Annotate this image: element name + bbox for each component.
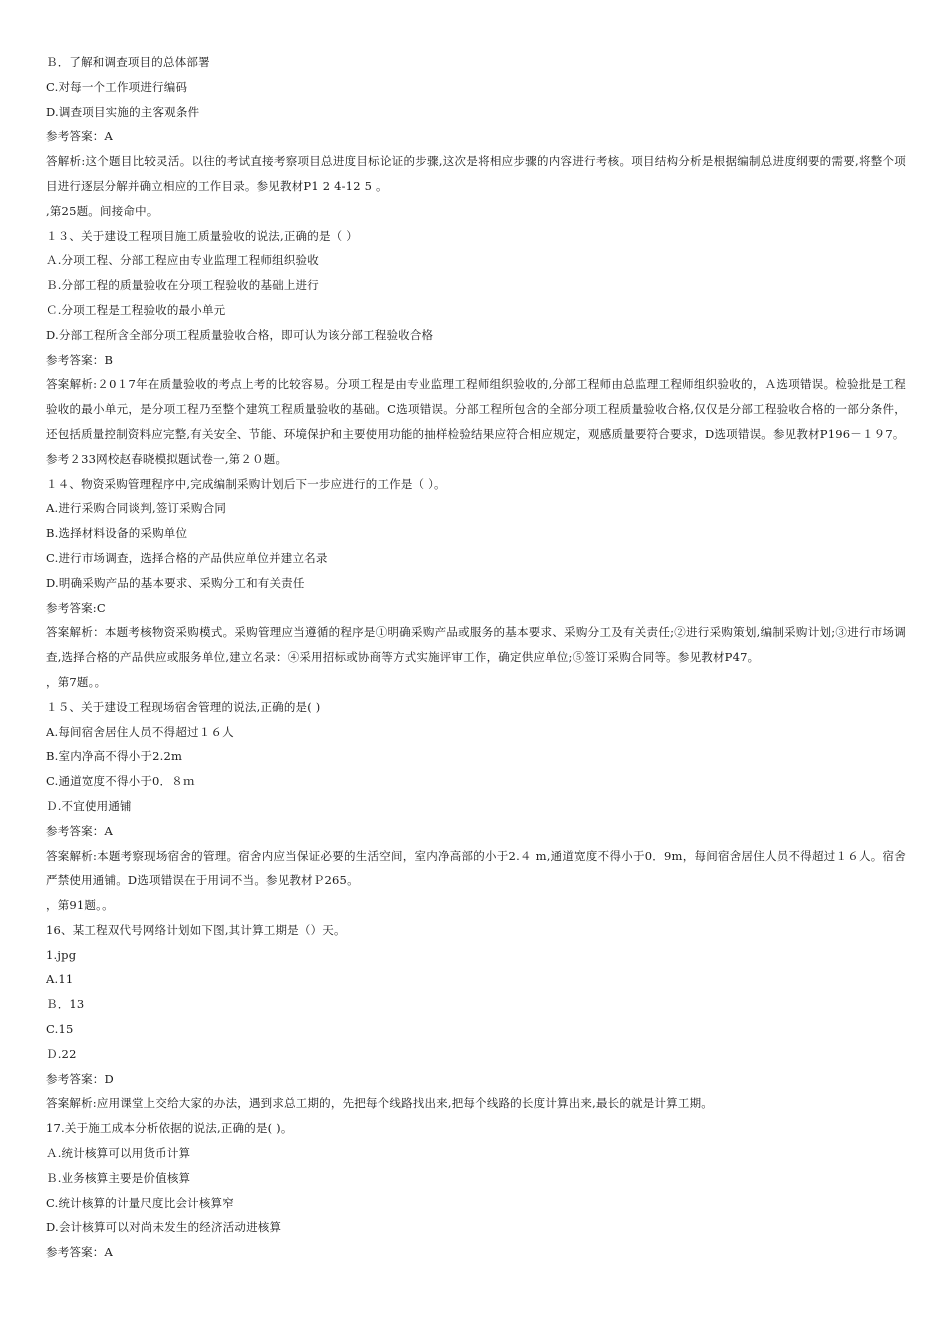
- source-note: ，第7题。。: [46, 674, 107, 689]
- reference-answer: 参考答案：D: [46, 1071, 114, 1086]
- question-13: １３、关于建设工程项目施工质量验收的说法,正确的是（ ）: [46, 228, 358, 243]
- reference-answer: 参考答案：A: [46, 1245, 114, 1260]
- option-d: D.会计核算可以对尚未发生的经济活动进核算: [46, 1220, 282, 1235]
- option-c: Ｃ.分项工程是工程验收的最小单元: [46, 302, 226, 317]
- option-b: Ｂ．13: [46, 997, 85, 1012]
- option-d: D.分部工程所含全部分项工程质量验收合格，即可认为该分部工程验收合格: [46, 327, 434, 342]
- option-b: B.选择材料设备的采购单位: [46, 526, 188, 541]
- option-d: D.调查项目实施的主客观条件: [46, 104, 200, 119]
- answer-explanation: 答解析:这个题目比较灵活。以往的考试直接考察项目总进度目标论证的步骤,这次是将相应步骤的内容进行考核。项目结构分析是根据编制总进度纲要的需要,将整个项目进行逐层分解并确立相应的工作目录。参见教材P1 2 4-12 5 。: [46, 154, 906, 193]
- option-d: Ｄ.22: [46, 1046, 77, 1061]
- option-b: B.室内净高不得小于2.2m: [46, 749, 183, 764]
- option-c: C.统计核算的计量尺度比会计核算窄: [46, 1195, 234, 1210]
- answer-explanation: 答案解析:本题考察现场宿舍的管理。宿舍内应当保证必要的生活空间，室内净高部的小于2.４ m,通道宽度不得小于0．9m，每间宿舍居住人员不得超过１６人。宿舍严禁使用通铺。D选项错误在于用词不当。参见教材Ｐ265。: [46, 848, 906, 888]
- document-body: [46, 50, 906, 1265]
- option-a: A.每间宿舍居住人员不得超过１６人: [46, 724, 234, 739]
- source-note: ,第25题。间接命中。: [46, 203, 159, 218]
- option-a: Ａ.统计核算可以用货币计算: [46, 1146, 191, 1161]
- reference-answer: 参考答案：A: [46, 823, 114, 838]
- option-d: D.明确采购产品的基本要求、采购分工和有关责任: [46, 575, 305, 590]
- answer-explanation: 答案解析:应用课堂上交给大家的办法，遇到求总工期的，先把每个线路找出来,把每个线路的长度计算出来,最长的就是计算工期。: [46, 1096, 713, 1111]
- option-a: Ａ.分项工程、分部工程应由专业监理工程师组织验收: [46, 253, 319, 268]
- question-17: 17.关于施工成本分析依据的说法,正确的是( )。: [46, 1121, 293, 1136]
- option-b: Ｂ.分部工程的质量验收在分项工程验收的基础上进行: [46, 278, 319, 293]
- reference-answer: 参考答案:C: [46, 600, 106, 615]
- answer-explanation: 答案解析:２0１7年在质量验收的考点上考的比较容易。分项工程是由专业监理工程师组织验收的,分部工程师由总监理工程师组织验收的，Ａ选项错误。检验批是工程验收的最小单元，是分项工程乃至整个建筑工程质量验收的基础。C选项错误。分部工程所包含的全部分项工程质量验收合格,仅仅是分部工程验收合格的一部分条件，还包括质量控制资料应完整,有关安全、节能、环境保护和主要使用功能的抽样检验结果应符合相应规定，观感质量要符合要求，D选项错误。参见教材P196－１９7。: [46, 377, 906, 441]
- question-15: １５、关于建设工程现场宿舍管理的说法,正确的是( ): [46, 699, 321, 714]
- option-d: Ｄ.不宜使用通铺: [46, 798, 132, 813]
- answer-explanation: 答案解析：本题考核物资采购模式。采购管理应当遵循的程序是①明确采购产品或服务的基本要求、采购分工及有关责任;②进行采购策划,编制采购计划;③进行市场调查,选择合格的产品供应或服务单位,建立名录：④采用招标或协商等方式实施评审工作，确定供应单位;⑤签订采购合同等。参见教材P47。: [46, 625, 906, 665]
- option-a: A.11: [46, 972, 74, 987]
- option-c: C.通道宽度不得小于0．８ｍ: [46, 774, 195, 789]
- source-note: ，第91题。。: [46, 898, 114, 913]
- question-14: １４、物资采购管理程序中,完成编制采购计划后下一步应进行的工作是（ ）。: [46, 476, 446, 491]
- reference-answer: 参考答案：B: [46, 352, 114, 367]
- option-c: C.进行市场调查，选择合格的产品供应单位并建立名录: [46, 550, 328, 565]
- source-note: 参考２33网校赵春晓模拟题试卷一,第２０题。: [46, 451, 288, 466]
- option-c: C.15: [46, 1022, 74, 1037]
- reference-answer: 参考答案：A: [46, 129, 114, 144]
- option-a: A.进行采购合同谈判,签订采购合同: [46, 501, 227, 516]
- option-c: C.对每一个工作项进行编码: [46, 79, 188, 94]
- option-b: Ｂ．了解和调查项目的总体部署: [46, 55, 210, 69]
- question-16: 16、某工程双代号网络计划如下图,其计算工期是（）天。: [46, 922, 346, 937]
- image-filename: 1.jpg: [46, 947, 77, 962]
- option-b: Ｂ.业务核算主要是价值核算: [46, 1170, 191, 1185]
